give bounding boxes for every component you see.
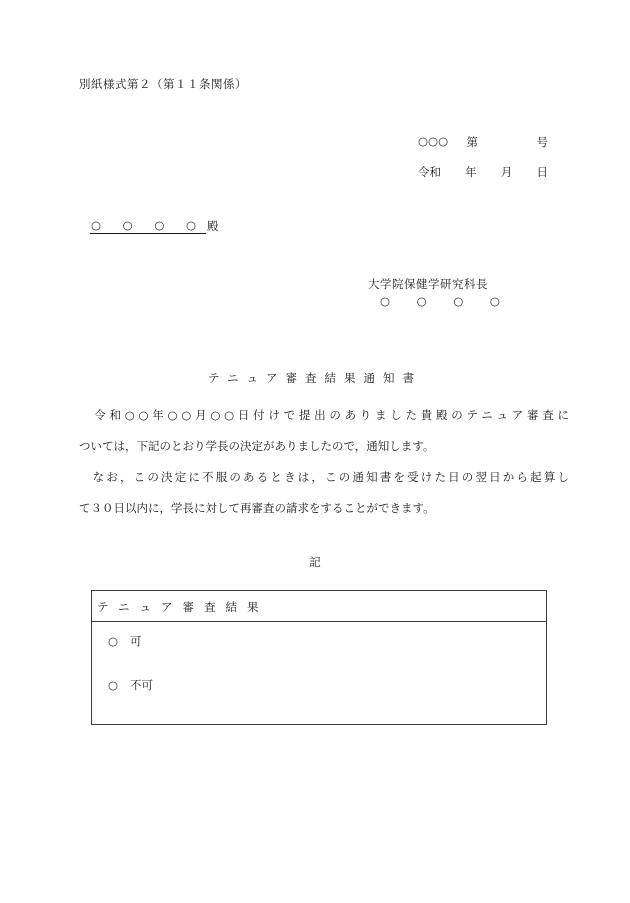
paragraph-line: ついては，下記のとおり学長の決定がありましたので，通知します。: [79, 439, 435, 453]
result-option-pass: [108, 633, 142, 649]
issue-date-month: 月: [500, 165, 513, 179]
document-title: テニュア審査結果通知書: [207, 371, 423, 385]
addressee-honorific: 殿: [207, 219, 219, 233]
document-number: [418, 134, 548, 150]
result-box-header: テニュア審査結果: [92, 591, 546, 622]
document-number-dai: 第: [466, 135, 479, 149]
issue-date: [418, 164, 548, 180]
sender-title: 大学院保健学研究科長: [368, 277, 488, 291]
addressee: [90, 218, 219, 234]
result-box: [91, 590, 547, 725]
paragraph-line: 令和○○年○○月○○日付けで提出のありました貴殿のテニュア審査に: [79, 408, 569, 422]
sender-name-mark: ○: [453, 294, 464, 308]
form-label: 別紙様式第２（第１１条関係）: [79, 77, 247, 91]
sender-name-mark: ○: [380, 294, 391, 308]
option-circle-mark: ○: [108, 678, 119, 692]
sender-name: [380, 294, 500, 308]
option-label: 不可: [130, 678, 154, 692]
result-option-fail: [108, 677, 153, 693]
ki-heading: 記: [309, 555, 321, 569]
body-paragraph-2: [79, 462, 569, 524]
body-paragraph-1: [79, 400, 569, 462]
issue-date-year: 年: [465, 165, 477, 179]
issue-date-day: 日: [536, 165, 548, 179]
option-circle-mark: ○: [108, 634, 119, 648]
paragraph-line: て３０日以内に，学長に対して再審査の請求をすることができます。: [79, 501, 435, 515]
addressee-name: ○ ○ ○ ○: [90, 218, 206, 232]
issue-date-era: 令和: [418, 165, 441, 179]
document-number-prefix: ○○○: [418, 134, 449, 148]
document-number-go: 号: [536, 135, 548, 149]
sender-name-mark: ○: [489, 294, 500, 308]
option-label: 可: [130, 634, 142, 648]
sender-name-mark: ○: [416, 294, 427, 308]
paragraph-line: なお，この決定に不服のあるときは，この通知書を受けた日の翌日から起算し: [79, 470, 569, 484]
